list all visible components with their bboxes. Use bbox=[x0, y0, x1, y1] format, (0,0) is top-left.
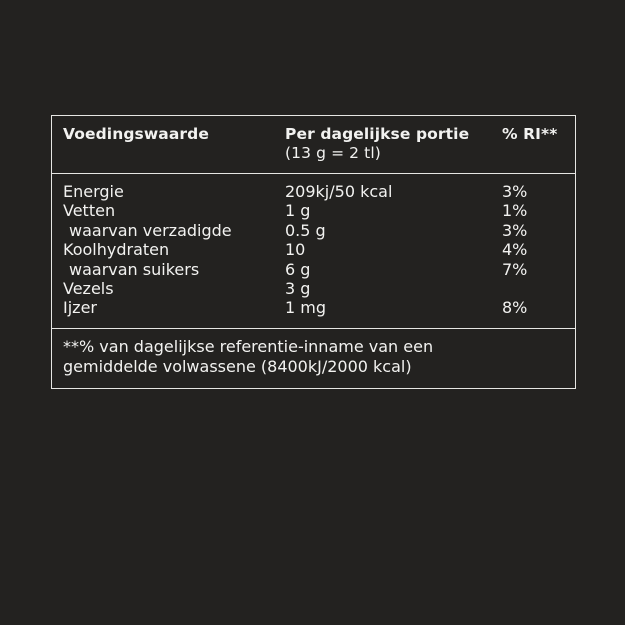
table-row bbox=[52, 279, 575, 298]
nutrient-ri: 8% bbox=[502, 298, 528, 318]
table-header bbox=[52, 116, 575, 174]
table-row bbox=[52, 260, 575, 279]
nutrient-name: Energie bbox=[63, 182, 124, 201]
nutrient-ri: 4% bbox=[502, 240, 528, 260]
header-portion-label: Per dagelijkse portie bbox=[285, 125, 470, 143]
header-ri: % RI** bbox=[502, 125, 558, 143]
table-row bbox=[52, 298, 575, 317]
nutrient-ri: 1% bbox=[502, 201, 528, 221]
nutrient-name: Koolhydraten bbox=[63, 240, 170, 260]
nutrient-value: 0.5 g bbox=[285, 220, 326, 240]
table-row bbox=[52, 201, 575, 220]
nutrition-table bbox=[51, 115, 576, 389]
nutrient-value: 3 g bbox=[285, 278, 311, 298]
nutrient-name: Vetten bbox=[63, 201, 116, 221]
footnote-line: **% van dagelijkse referentie-inname van een bbox=[63, 337, 434, 356]
header-nutrient: Voedingswaarde bbox=[63, 125, 209, 143]
nutrient-value: 6 g bbox=[285, 259, 311, 279]
nutrient-ri: 3% bbox=[502, 182, 528, 201]
nutrient-value: 1 g bbox=[285, 201, 311, 221]
nutrient-ri: 3% bbox=[502, 220, 528, 240]
nutrient-name: waarvan suikers bbox=[69, 259, 200, 279]
nutrient-name: Vezels bbox=[63, 278, 114, 298]
table-row bbox=[52, 221, 575, 240]
table-row bbox=[52, 240, 575, 259]
table-body bbox=[52, 174, 575, 329]
header-portion bbox=[285, 125, 469, 163]
footnote-line: gemiddelde volwassene (8400kJ/2000 kcal) bbox=[63, 356, 412, 376]
nutrient-value: 209kj/50 kcal bbox=[285, 182, 393, 201]
nutrient-name: waarvan verzadigde bbox=[69, 220, 232, 240]
nutrient-value: 1 mg bbox=[285, 298, 327, 318]
nutrient-value: 10 bbox=[285, 240, 306, 260]
header-portion-size: (13 g = 2 tl) bbox=[285, 144, 381, 162]
nutrient-name: Ijzer bbox=[63, 298, 97, 318]
nutrient-ri: 7% bbox=[502, 259, 528, 279]
table-row bbox=[52, 182, 575, 201]
